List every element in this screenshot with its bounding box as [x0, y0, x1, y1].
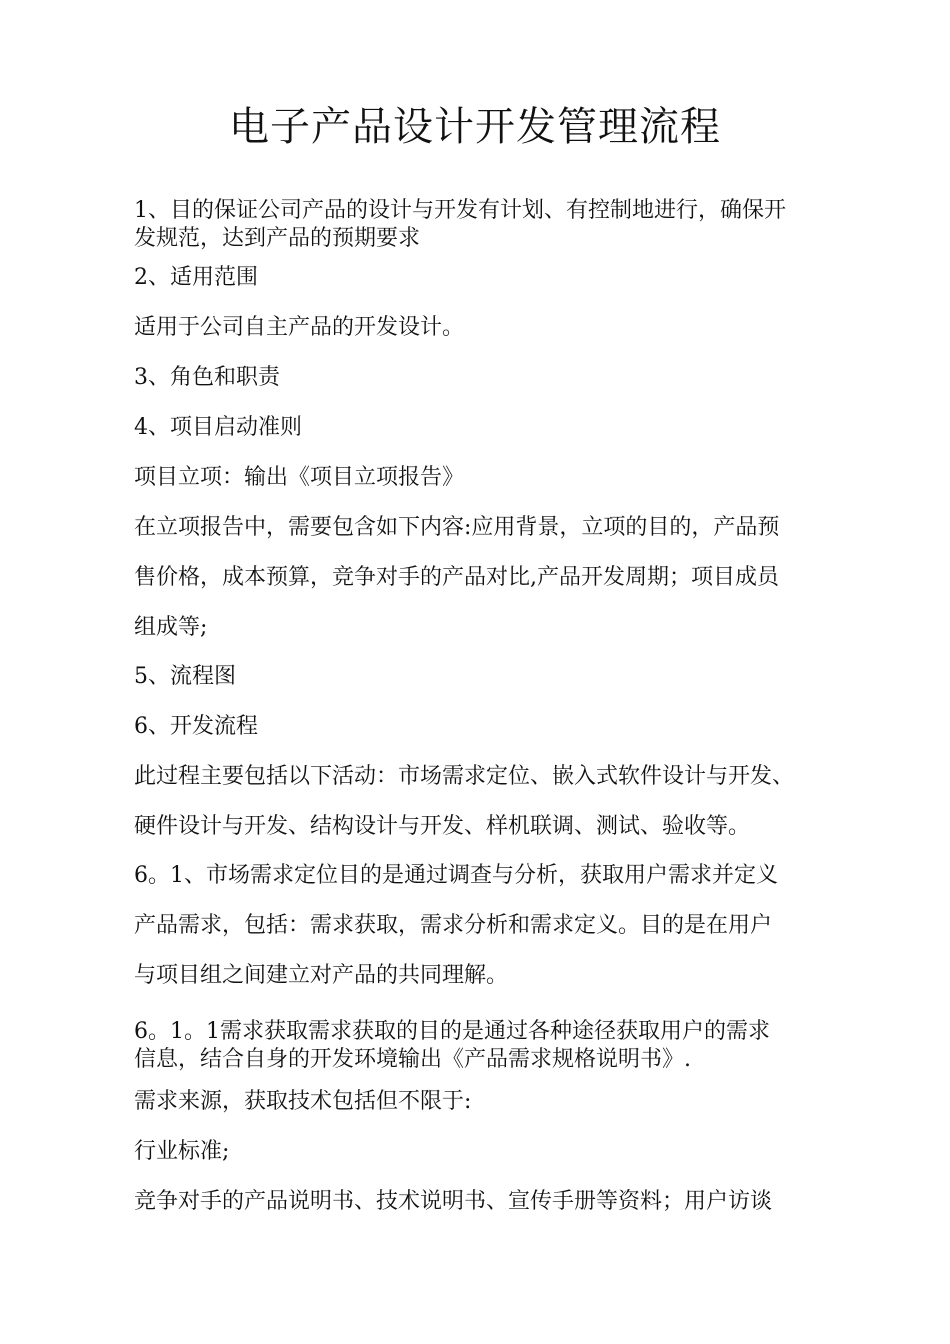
section-heading: 5、流程图: [134, 664, 236, 689]
body-line: 需求来源，获取技术包括但不限于:: [134, 1089, 472, 1114]
body-line: 适用于公司自主产品的开发设计。: [134, 315, 465, 340]
body-line: 发规范，达到产品的预期要求: [134, 226, 421, 251]
section-heading: 4、项目启动准则: [134, 415, 302, 440]
body-line: 硬件设计与开发、结构设计与开发、样机联调、测试、验收等。: [134, 814, 751, 839]
body-line: 产品需求，包括：需求获取，需求分析和需求定义。目的是在用户: [134, 913, 773, 938]
body-line: 在立项报告中，需要包含如下内容:应用背景，立项的目的，产品预: [134, 515, 780, 540]
body-line: 6。1。1需求获取需求获取的目的是通过各种途径获取用户的需求: [134, 1019, 770, 1044]
section-heading: 3、角色和职责: [134, 365, 280, 390]
page-title: 电子产品设计开发管理流程: [229, 104, 721, 150]
section-heading: 6、开发流程: [134, 714, 258, 739]
body-line: 与项目组之间建立对产品的共同理解。: [134, 963, 509, 988]
body-line: 行业标准;: [134, 1139, 230, 1164]
section-heading: 2、适用范围: [134, 265, 258, 290]
body-line: 信息，结合自身的开发环境输出《产品需求规格说明书》.: [134, 1047, 691, 1072]
body-line: 组成等;: [134, 615, 208, 640]
body-line: 6。1、市场需求定位目的是通过调查与分析，获取用户需求并定义: [134, 863, 778, 888]
body-line: 项目立项：输出《项目立项报告》: [134, 465, 465, 490]
body-line: 竞争对手的产品说明书、技术说明书、宣传手册等资料；用户访谈: [134, 1189, 773, 1214]
body-line: 1、目的保证公司产品的设计与开发有计划、有控制地进行，确保开: [134, 198, 786, 223]
body-line: 此过程主要包括以下活动：市场需求定位、嵌入式软件设计与开发、: [134, 764, 795, 789]
body-line: 售价格，成本预算，竞争对手的产品对比,产品开发周期；项目成员: [134, 565, 779, 590]
